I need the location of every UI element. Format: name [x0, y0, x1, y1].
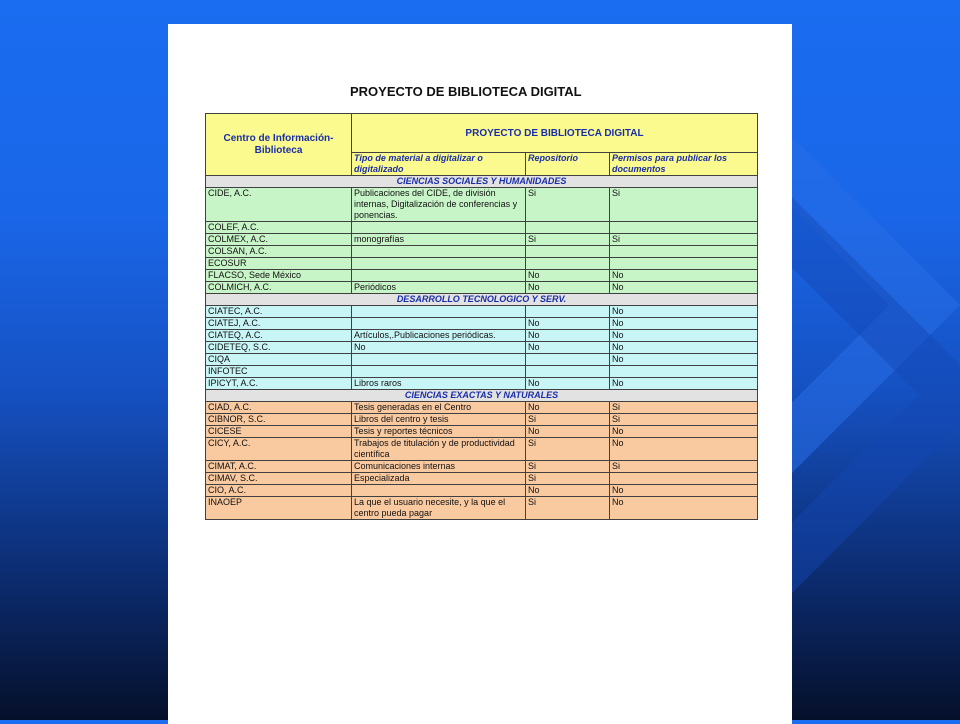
cell-repositorio: Si [526, 461, 610, 473]
cell-material [352, 354, 526, 366]
cell-material: Tesis generadas en el Centro [352, 402, 526, 414]
cell-material [352, 306, 526, 318]
cell-repositorio: No [526, 330, 610, 342]
cell-material: Publicaciones del CIDE, de división internas, Digitalización de conferencias y ponencias. [352, 188, 526, 222]
cell-permisos: No [610, 354, 758, 366]
cell-permisos [610, 258, 758, 270]
cell-centro: COLMICH, A.C. [206, 282, 352, 294]
cell-repositorio: No [526, 378, 610, 390]
cell-repositorio: No [526, 342, 610, 354]
header-repositorio: Repositorio [526, 153, 610, 176]
cell-permisos: No [610, 426, 758, 438]
section-title: CIENCIAS EXACTAS Y NATURALES [206, 390, 758, 402]
cell-centro: CIMAV, S.C. [206, 473, 352, 485]
section-title: DESARROLLO TECNOLOGICO Y SERV. [206, 294, 758, 306]
cell-permisos: Si [610, 414, 758, 426]
header-row-main [206, 114, 758, 153]
cell-centro: CIATEJ, A.C. [206, 318, 352, 330]
cell-repositorio: Si [526, 234, 610, 246]
cell-material: Comunicaciones internas [352, 461, 526, 473]
table-row [206, 234, 758, 246]
cell-permisos: No [610, 270, 758, 282]
cell-material: No [352, 342, 526, 354]
cell-permisos [610, 222, 758, 234]
table-row [206, 485, 758, 497]
cell-permisos: No [610, 438, 758, 461]
cell-material: monografías [352, 234, 526, 246]
table-body [206, 114, 758, 520]
table-row [206, 270, 758, 282]
cell-repositorio: No [526, 318, 610, 330]
cell-material: La que el usuario necesite, y la que el centro pueda pagar [352, 497, 526, 520]
cell-permisos: Si [610, 234, 758, 246]
cell-repositorio: No [526, 270, 610, 282]
cell-material: Libros raros [352, 378, 526, 390]
cell-permisos: No [610, 330, 758, 342]
cell-permisos: No [610, 485, 758, 497]
cell-material [352, 258, 526, 270]
cell-permisos: Si [610, 188, 758, 222]
cell-repositorio: Si [526, 414, 610, 426]
table-row [206, 342, 758, 354]
header-centro: Centro de Información-Biblioteca [206, 114, 352, 176]
header-permisos: Permisos para publicar los documentos [610, 153, 758, 176]
cell-permisos: No [610, 282, 758, 294]
table-row [206, 461, 758, 473]
cell-material: Libros del centro y tesis [352, 414, 526, 426]
section-title: CIENCIAS SOCIALES Y HUMANIDADES [206, 176, 758, 188]
cell-repositorio: No [526, 402, 610, 414]
table-row [206, 306, 758, 318]
table-row [206, 497, 758, 520]
cell-centro: IPICYT, A.C. [206, 378, 352, 390]
slide-document [168, 24, 792, 724]
cell-permisos [610, 473, 758, 485]
table-row [206, 473, 758, 485]
cell-centro: INFOTEC [206, 366, 352, 378]
cell-centro: CIBNOR, S.C. [206, 414, 352, 426]
cell-material [352, 222, 526, 234]
table-row [206, 282, 758, 294]
cell-permisos: No [610, 306, 758, 318]
cell-material [352, 366, 526, 378]
cell-material: Periódicos [352, 282, 526, 294]
header-project-title: PROYECTO DE BIBLIOTECA DIGITAL [352, 114, 758, 153]
section-row [206, 294, 758, 306]
cell-centro: COLEF, A.C. [206, 222, 352, 234]
cell-repositorio: No [526, 426, 610, 438]
cell-centro: CIDETEQ, S.C. [206, 342, 352, 354]
cell-centro: COLMEX, A.C. [206, 234, 352, 246]
cell-repositorio [526, 246, 610, 258]
cell-repositorio [526, 222, 610, 234]
cell-repositorio: Si [526, 497, 610, 520]
table-row [206, 188, 758, 222]
cell-centro: CIAD, A.C. [206, 402, 352, 414]
cell-permisos: No [610, 378, 758, 390]
cell-material [352, 270, 526, 282]
cell-centro: CIO, A.C. [206, 485, 352, 497]
cell-material: Artículos,.Publicaciones periódicas. [352, 330, 526, 342]
table-row [206, 354, 758, 366]
cell-centro: CICY, A.C. [206, 438, 352, 461]
cell-centro: CIQA [206, 354, 352, 366]
cell-repositorio [526, 366, 610, 378]
digital-library-table [205, 113, 758, 520]
cell-repositorio: No [526, 282, 610, 294]
cell-centro: INAOEP [206, 497, 352, 520]
cell-repositorio: Si [526, 438, 610, 461]
table-row [206, 246, 758, 258]
cell-material [352, 318, 526, 330]
section-row [206, 176, 758, 188]
cell-material: Especializada [352, 473, 526, 485]
cell-permisos [610, 246, 758, 258]
cell-permisos [610, 366, 758, 378]
table-row [206, 330, 758, 342]
table-row [206, 378, 758, 390]
cell-permisos: No [610, 497, 758, 520]
cell-centro: CIATEC, A.C. [206, 306, 352, 318]
header-material: Tipo de material a digitalizar o digitalizado [352, 153, 526, 176]
cell-repositorio [526, 306, 610, 318]
table-row [206, 222, 758, 234]
cell-centro: CIATEQ, A.C. [206, 330, 352, 342]
cell-centro: FLACSO, Sede México [206, 270, 352, 282]
cell-material [352, 485, 526, 497]
cell-repositorio [526, 354, 610, 366]
section-row [206, 390, 758, 402]
cell-permisos: Si [610, 461, 758, 473]
cell-repositorio: Si [526, 188, 610, 222]
cell-centro: CICESE [206, 426, 352, 438]
cell-material: Tesis y reportes técnicos [352, 426, 526, 438]
table-row [206, 366, 758, 378]
cell-centro: ECOSUR [206, 258, 352, 270]
cell-material: Trabajos de titulación y de productividad científica [352, 438, 526, 461]
cell-repositorio: No [526, 485, 610, 497]
cell-centro: CIDE, A.C. [206, 188, 352, 222]
table-row [206, 318, 758, 330]
cell-centro: COLSAN, A.C. [206, 246, 352, 258]
table-row [206, 438, 758, 461]
cell-centro: CIMAT, A.C. [206, 461, 352, 473]
table-row [206, 414, 758, 426]
table-row [206, 426, 758, 438]
cell-repositorio: Si [526, 473, 610, 485]
cell-material [352, 246, 526, 258]
cell-permisos: No [610, 318, 758, 330]
table-row [206, 258, 758, 270]
cell-repositorio [526, 258, 610, 270]
document-title: PROYECTO DE BIBLIOTECA DIGITAL [350, 84, 582, 99]
cell-permisos: No [610, 342, 758, 354]
cell-permisos: Si [610, 402, 758, 414]
table-row [206, 402, 758, 414]
